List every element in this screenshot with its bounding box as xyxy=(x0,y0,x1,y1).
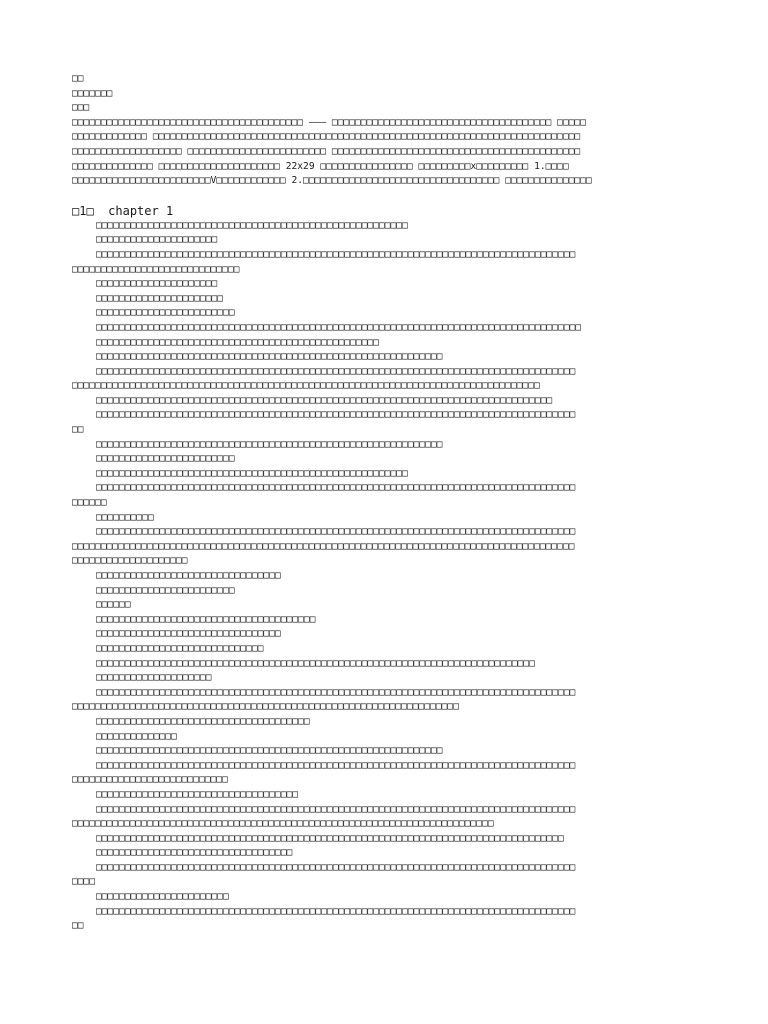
body-line: □□□□□□□□□□□□□□□□□□□□□□□□□□□□□□□□□□□□□□□□□□□□□□□□□□□□□□□□□□□□□□□□□□□□□□□□□□□□□□□□□ xyxy=(96,832,564,844)
body-line: □□□□□□□□□□□□□□□□□□□□□□□□□□□□□□□□□□□□□□□□□□□□□□□□□□□□□□ xyxy=(96,219,408,231)
body-line: □□□□□□□□□□□□□□□□□□□□□□ xyxy=(96,292,224,304)
intro-line: □□□□□□□□□□□□□□□□□□□□□□□□□□□□□□□□□□□□□□□□ ——— □□□□□□□□□□□□□□□□□□□□□□□□□□□□□□□□□□□□□□ □□□□□ xyxy=(72,116,587,128)
body-line: □□□□□□□□□□□□□□□□□□□□□□□□□□□□□□□□□□□□□□□□□□□□□□□□□□□□□□ xyxy=(96,467,408,479)
body-line: □□□□□□□□□□□□□□□□□□□□□□□□□□□□□□□□□□ xyxy=(96,847,293,859)
body-line: □□□□□□□□□□□□□□□□□□□□□□□□□□□□□□□□□□□□□□□□□□□□□□□□□□□□□□□□□□□□□□□□□□□□□□□□□□□□□□□□□□□ xyxy=(96,759,576,771)
header-line-1: □□ xyxy=(72,73,84,84)
body-line: □□□□□□□□□□□□□□□□□□□□□□□□□□□□□□□□□□□□□□□□□□□□□□□□□□□□□□□□□□□□□□□□□□□□□□□□□□□□□□□□□□□ xyxy=(96,482,576,494)
body-line: □□□□□□□□□□ xyxy=(96,511,154,523)
chapter-title: chapter 1 xyxy=(108,203,174,218)
chapter-marker: □1□ xyxy=(72,203,94,218)
chapter-body xyxy=(72,219,700,934)
body-line: □□□□□□□□□□□□□□□□□□□□□□□□□□□□□□□□□□□□□□□□□□□□□□□□□□□□□□□□□□□□□□□□□□□□□□□□□□□□ xyxy=(96,657,535,669)
document-header xyxy=(72,72,700,116)
body-line: □□□□□□□□□□□□□□□□□□□□□□□□□□□□□□□□□□□□□□□□□□□□□□□□□□□□□□□□□□□□ xyxy=(96,351,443,363)
body-line: □□□□□□□□□□□□□□□□□□□□□□□□□□□□□□□□□□□□□□□□□□□□□□□□□□□□□□□□□□□□□□□□□□□□□□□□□□□□□□□□□ xyxy=(72,380,540,392)
body-line: □□ xyxy=(72,424,84,436)
body-line: □□□□□□□□□□□□□□□□□□□□□□□□□□□□□□□□□□□□□□□□□□□□□□□□□□□□□□□□□□□□□□□□□□□□□□□□□□□□□□□□□□□□ xyxy=(96,321,582,333)
body-line: □□□□□□□□□□□□□□□□□□□□□□□□ xyxy=(96,307,235,319)
body-line: □□□□□□□□□□□□□□□□□□□□□□□□□□□□□□□□□□□□□□□□□□□□□□□□□□□□□□□□□□□□□□□□□□□□□□□□□□□□□□□□□□□ xyxy=(96,248,576,260)
body-line: □□□□□□□□□□□□□□□□□□□□□□□□□□□□□ xyxy=(96,642,264,654)
body-line: □□□□□□□□□□□□□□□□□□□□□□□□□□□□□□□□ xyxy=(96,570,281,581)
intro-line: □□□□□□□□□□□□□□□□□□□□□□□□V□□□□□□□□□□□□ 2.□□□□□□□□□□□□□□□□□□□□□□□□□□□□□□□□□□ □□□□□□□□□□□□□□□ xyxy=(72,175,592,187)
document-page xyxy=(72,72,700,934)
body-line: □□□□ xyxy=(72,876,96,888)
intro-line: □□□□□□□□□□□□□ □□□□□□□□□□□□□□□□□□□□□□□□□□□□□□□□□□□□□□□□□□□□□□□□□□□□□□□□□□□□□□□□□□□□□□□□□□ xyxy=(72,131,581,143)
intro-paragraph xyxy=(72,116,700,189)
body-line: □□□□□□□□□□□□□□□□□□□□□□□□□□□□□□□□□□□□□□□□□□□□□□□□□□□□□□□□□□□□□□□□□□□□□□□□□□□□□□□□□□□ xyxy=(96,905,576,917)
body-line: □□□□□□□□□□□□□□□□□□□□□□□□□□□□□ xyxy=(72,263,240,275)
intro-line: □□□□□□□□□□□□□□ □□□□□□□□□□□□□□□□□□□□□ 22x29 □□□□□□□□□□□□□□□□ □□□□□□□□□x□□□□□□□□□ 1.□□□□ xyxy=(72,160,569,172)
body-line: □□□□□□□□□□□□□□□□□□□□□□□□□□□□□□□□□□□□□□□□□□□□□□□□□□□□□□□□□□□□□□□□□□□□□□□□□□□□□□□ xyxy=(96,394,553,406)
header-line-2: □□□□□□□ xyxy=(72,87,113,99)
body-line: □□□□□□ xyxy=(72,497,107,509)
section-spacer xyxy=(72,189,700,203)
header-line-3: □□□ xyxy=(72,102,90,114)
body-line: □□□□□□□□□□□□□□□□□□□□□□□□□□□□□□□□□□□□□□□□□□□□□□□□□□□□□□□□□□□□□□□□□□□□□□□□□□□□□□□□□□□ xyxy=(96,365,576,377)
chapter-heading xyxy=(72,203,700,219)
body-line: □□□□□□□□□□□□□□□□□□□□□ xyxy=(96,234,218,246)
body-line: □□□□□□□□□□□□□□□□□□□□□□□ xyxy=(96,891,229,903)
body-line: □□□□□□□□□□□□□□□□□□□□□□□□□□□□□□□□ xyxy=(96,628,281,640)
body-line: □□□□□□□□□□□□□□□□□□□□□□□□□□□□□□□□□□□□□□□□□□□□□□□□□□□□□□□□□□□□□□□□□□□□□□□□□□□□□□□□□□□ xyxy=(96,861,576,873)
body-line: □□□□□□□□□□□□□□□□□□□□□□□□□□□□□□□□□□□□□□□□□□□□□□□□□□□□□□□□□□□□□□□□□□□□□□□□□□□□□□□□□□□ xyxy=(96,526,576,538)
body-line: □□□□□□□□□□□□□□□□□□□□□□□□□□□□□□□□□□□□□□□□□□□□□□□□□□□□□□□□□□□□□□□□□□□□□□□□□ xyxy=(72,818,494,830)
body-line: □□□□□□□□□□□□□□□□□□□□□□□□ xyxy=(96,584,235,596)
body-line: □□□□□□□□□□□□□□□□□□□□□ xyxy=(96,278,218,290)
body-line: □□□□□□□□□□□□□□ xyxy=(96,730,177,742)
body-line: □□□□□□□□□□□□□□□□□□□□□□□□ xyxy=(96,453,235,465)
intro-line: □□□□□□□□□□□□□□□□□□□ □□□□□□□□□□□□□□□□□□□□□□□□ □□□□□□□□□□□□□□□□□□□□□□□□□□□□□□□□□□□□□□□□□□□ xyxy=(72,145,581,157)
body-line: □□□□□□□□□□□□□□□□□□□□□□□□□□□□□□□□□□□□□□□□□□□□□□□□□ xyxy=(96,336,380,348)
body-line: □□ xyxy=(72,920,84,932)
body-line: □□□□□□□□□□□□□□□□□□□□ xyxy=(96,672,212,684)
body-line: □□□□□□□□□□□□□□□□□□□□□□□□□□□□□□□□□□□□□□□□□□□□□□□□□□□□□□□□□□□□□□□□□□□□□□□□□□□□□□□□□□□□□□□ xyxy=(72,540,575,552)
body-line: □□□□□□□□□□□□□□□□□□□□□□□□□□□□□□□□□□□ xyxy=(96,788,299,800)
body-line: □□□□□□□□□□□□□□□□□□□□□□□□□□□□□□□□□□□□□□□□□□□□□□□□□□□□□□□□□□□□ xyxy=(96,745,443,757)
body-line: □□□□□□□□□□□□□□□□□□□□□□□□□□□ xyxy=(72,774,228,786)
body-line: □□□□□□□□□□□□□□□□□□□□□□□□□□□□□□□□□□□□□□□□□□□□□□□□□□□□□□□□□□□□□□□□□□□□□□□□□□□□□□□□□□□ xyxy=(96,409,576,421)
body-line: □□□□□□□□□□□□□□□□□□□□ xyxy=(72,555,188,567)
body-line: □□□□□□ xyxy=(96,599,131,611)
body-line: □□□□□□□□□□□□□□□□□□□□□□□□□□□□□□□□□□□□□□□□□□□□□□□□□□□□□□□□□□□□ xyxy=(96,438,443,450)
body-line: □□□□□□□□□□□□□□□□□□□□□□□□□□□□□□□□□□□□□ xyxy=(96,715,310,727)
body-line: □□□□□□□□□□□□□□□□□□□□□□□□□□□□□□□□□□□□□□□□□□□□□□□□□□□□□□□□□□□□□□□□□□□□□□□□□□□□□□□□□□□ xyxy=(96,803,576,815)
body-line: □□□□□□□□□□□□□□□□□□□□□□□□□□□□□□□□□□□□□□□□□□□□□□□□□□□□□□□□□□□□□□□□□□□ xyxy=(72,701,459,713)
body-line: □□□□□□□□□□□□□□□□□□□□□□□□□□□□□□□□□□□□□□□□□□□□□□□□□□□□□□□□□□□□□□□□□□□□□□□□□□□□□□□□□□□ xyxy=(96,686,576,698)
body-line: □□□□□□□□□□□□□□□□□□□□□□□□□□□□□□□□□□□□□□ xyxy=(96,613,316,625)
